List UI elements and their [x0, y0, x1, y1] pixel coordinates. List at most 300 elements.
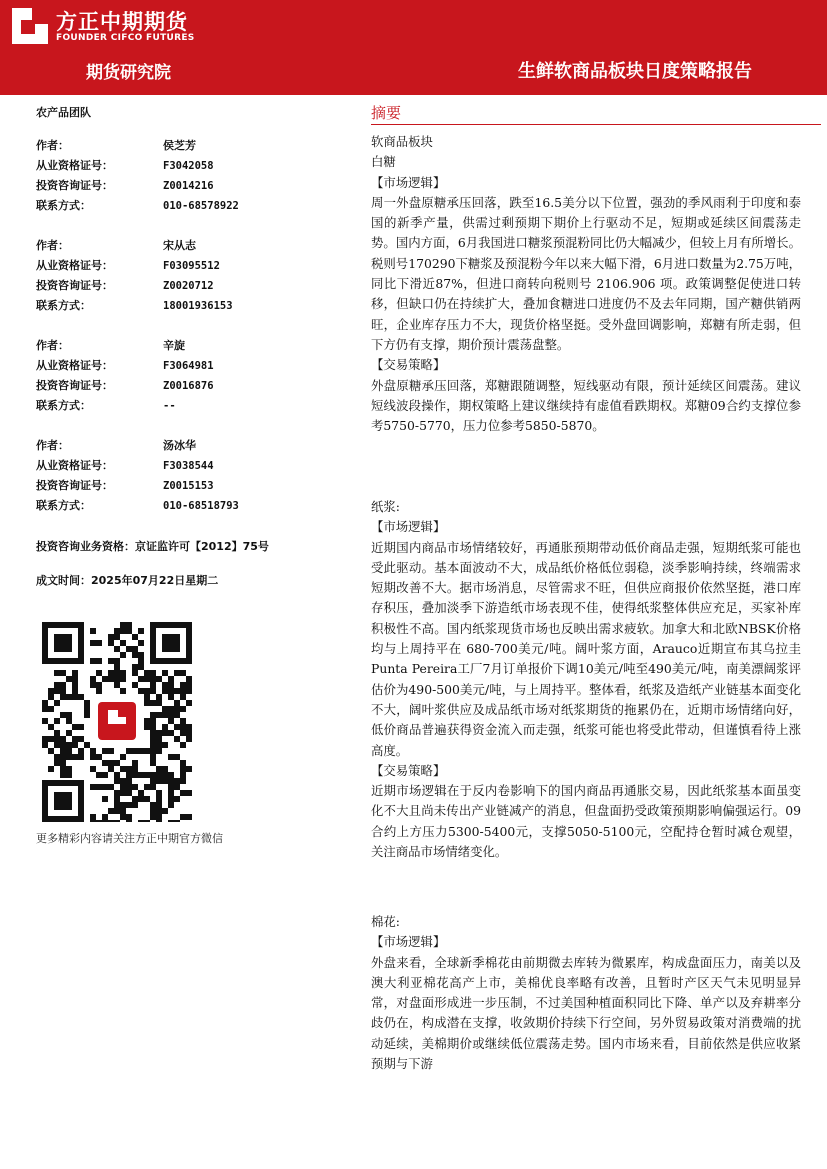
market-logic-text: 近期国内商品市场情绪较好，再通胀预期带动低价商品走强，短期纸浆可能也受此驱动。基本面波动不大，成品纸价格低位弱稳，淡季影响持续，终端需求短期改善不大。据市场消息，尽管需求不旺，但供应商报价依然坚挺，港口库存积压，叠加淡季下游造纸市场表现不佳，使得纸浆整体供应充足，买家补库积极性不高。国内纸浆现货市场也反映出需求疲软。加拿大和北欧NBSK价格均与上周持平在 680-700美元/吨。阔叶浆方面，Arauco近期宣布其乌拉圭Punta Pereira工厂7月订单报价下调10美元/吨至490美元/吨，南美漂阔浆评估价为490-500美元/吨，与上周持平。整体看，纸浆及造纸产业链基本面变化不大，阔叶浆供应及成品纸市场对纸浆期货的拖累仍在，近期市场情绪向好，低价商品普遍获得资金流入而走强，纸浆可能也将受此带动，但谨慎看待上涨高度。 [371, 539, 801, 758]
qr-module [54, 730, 60, 736]
sector-label: 软商品板块 [371, 134, 433, 149]
qr-module [132, 748, 138, 754]
qr-module [72, 754, 78, 760]
qr-module [174, 796, 180, 802]
qr-module [180, 760, 186, 766]
summary-divider [371, 124, 821, 125]
qr-module [186, 730, 192, 736]
qr-module [90, 748, 96, 754]
qr-module [150, 676, 156, 682]
qr-module [120, 688, 126, 694]
qr-module [66, 694, 72, 700]
qr-module [72, 676, 78, 682]
cotton-section [371, 912, 801, 1074]
qr-module [174, 700, 180, 706]
qr-module [96, 820, 102, 822]
qr-module [114, 796, 120, 802]
qr-module [156, 712, 162, 718]
qr-module [156, 814, 162, 820]
consult-number: Z0014216 [163, 180, 214, 192]
department-name: 期货研究院 [86, 63, 171, 83]
qr-module [90, 754, 96, 760]
qr-module [102, 772, 108, 778]
qr-module [144, 796, 150, 802]
qr-module [96, 688, 102, 694]
qr-module [168, 706, 174, 712]
qr-module [186, 682, 192, 688]
qr-module [96, 640, 102, 646]
qr-module [162, 712, 168, 718]
consult-number: Z0020712 [163, 280, 214, 292]
qr-module [156, 700, 162, 706]
qr-module [60, 670, 66, 676]
qr-module [150, 802, 156, 808]
qr-module [144, 724, 150, 730]
qr-module [180, 814, 186, 820]
qr-module [168, 730, 174, 736]
qr-module [60, 760, 66, 766]
qr-module [108, 658, 114, 664]
qr-module [132, 802, 138, 808]
qr-module [126, 790, 132, 796]
author-name: 宋从志 [163, 239, 196, 252]
qr-module [72, 742, 78, 748]
qr-module [48, 748, 54, 754]
founder-logo-icon [12, 8, 48, 44]
qr-module [168, 688, 174, 694]
qr-module [138, 790, 144, 796]
qr-module [96, 658, 102, 664]
qr-module [162, 742, 168, 748]
qr-module [120, 676, 126, 682]
qr-module [150, 724, 156, 730]
qr-module [150, 772, 156, 778]
qr-module [108, 760, 114, 766]
qr-module [102, 676, 108, 682]
qr-module [126, 622, 132, 628]
qr-module [168, 754, 174, 760]
qr-module [78, 694, 84, 700]
qr-module [144, 700, 150, 706]
qr-module [162, 724, 168, 730]
qr-module [90, 676, 96, 682]
qr-module [150, 730, 156, 736]
qr-module [66, 718, 72, 724]
qr-module [168, 790, 174, 796]
qr-module [126, 802, 132, 808]
qr-module [114, 802, 120, 808]
wechat-qr-code-icon [42, 622, 192, 822]
qr-module [66, 730, 72, 736]
qr-module [174, 754, 180, 760]
qr-module [126, 628, 132, 634]
qr-module [78, 736, 84, 742]
qr-module [156, 802, 162, 808]
qr-module [120, 808, 126, 814]
qr-module [102, 814, 108, 820]
company-name-cn: 方正中期期货 [56, 10, 188, 34]
qr-module [138, 676, 144, 682]
qr-module [48, 694, 54, 700]
qr-module [156, 796, 162, 802]
qr-module [168, 784, 174, 790]
qr-module [60, 766, 66, 772]
qr-module [168, 802, 174, 808]
summary-heading: 摘要 [371, 104, 402, 122]
qr-module [108, 820, 114, 822]
qr-module [96, 682, 102, 688]
qr-module [156, 676, 162, 682]
qr-module [96, 754, 102, 760]
qr-module [126, 748, 132, 754]
qr-module [186, 724, 192, 730]
qr-module [48, 724, 54, 730]
trading-strategy-text: 近期市场逻辑在于反内卷影响下的国内商品再通胀交易，因此纸浆基本面虽变化不大且尚未传出产业链减产的消息，但盘面扔受政策预期影响偏强运行。09合约上方压力5300-5400元，支撑5050-5100元，空配持仓暂时减仓观望，关注商品市场情绪变化。 [371, 783, 801, 860]
qr-module [168, 694, 174, 700]
qr-module [108, 676, 114, 682]
qr-module [132, 652, 138, 658]
cert-number: F3042058 [163, 160, 214, 172]
qr-module [114, 646, 120, 652]
qr-module [156, 766, 162, 772]
qr-module [180, 724, 186, 730]
qr-module [90, 766, 96, 772]
contact-phone: 010-68518793 [163, 500, 239, 512]
qr-module [156, 694, 162, 700]
qr-module [180, 778, 186, 784]
qr-module [132, 682, 138, 688]
qr-module [54, 688, 60, 694]
qr-module [120, 628, 126, 634]
qr-module [132, 670, 138, 676]
pulp-section [371, 497, 801, 862]
qr-module [48, 688, 54, 694]
qr-module [108, 670, 114, 676]
report-title: 生鲜软商品板块日度策略报告 [518, 61, 752, 82]
report-date: 成文时间：2025年07月22日星期二 [36, 574, 219, 587]
qr-module [180, 694, 186, 700]
qr-module [54, 742, 60, 748]
qr-module [186, 766, 192, 772]
qr-module [138, 658, 144, 664]
qr-module [90, 814, 96, 820]
qr-module [120, 652, 126, 658]
qr-module [60, 742, 66, 748]
qr-module [114, 670, 120, 676]
qr-module [60, 688, 66, 694]
qr-module [84, 700, 90, 706]
qr-module [54, 700, 60, 706]
qr-module [48, 736, 54, 742]
qr-module [90, 682, 96, 688]
qr-module [144, 694, 150, 700]
market-logic-text: 周一外盘原糖承压回落，跌至16.5美分以下位置，强劲的季风雨利于印度和泰国的新季产量，供需过剩预期下期价上行驱动不足，短期或延续区间震荡走势。国内方面，6月我国进口糖浆预混粉同比仍大幅减少，但较上月有所增长。税则号170290下糖浆及预混粉今年以来大幅下滑，6月进口数量为2.75万吨，同比下滑近87%，但进口商转向税则号 2106.906 项。政策调整促使进口转移，但缺口仍在持续扩大，叠加食糖进口进度仍不及去年同期，国产糖供销两旺，企业库存压力不大，现货价格坚挺。受外盘回调影响，郑糖有所走弱，但下方仍有支撑，期价预计震荡盘整。 [371, 194, 801, 352]
trading-strategy-text: 外盘原糖承压回落，郑糖跟随调整，短线驱动有限，预计延续区间震荡。建议短线波段操作，期权策略上建议继续持有虚值看跌期权。郑糖09合约支撑位参考5750-5770，压力位参考5850-5870。 [371, 377, 801, 434]
qr-module [156, 772, 162, 778]
qr-module [150, 736, 156, 742]
qr-module [102, 784, 108, 790]
qr-module [150, 814, 156, 820]
qr-module [144, 718, 150, 724]
qr-module [132, 766, 138, 772]
market-logic-label: 【市场逻辑】 [371, 174, 446, 190]
qr-module [72, 694, 78, 700]
qr-module [120, 814, 126, 820]
qr-module [48, 706, 54, 712]
qr-module [120, 754, 126, 760]
qr-module [120, 640, 126, 646]
qr-module [150, 778, 156, 784]
qr-module [60, 694, 66, 700]
qr-module [114, 790, 120, 796]
sugar-section [371, 132, 801, 436]
qr-module [150, 688, 156, 694]
qr-module [186, 736, 192, 742]
qr-module [180, 682, 186, 688]
qr-module [102, 760, 108, 766]
qr-module [144, 748, 150, 754]
trading-strategy-label: 【交易策略】 [371, 357, 446, 373]
qr-module [150, 670, 156, 676]
qr-module [126, 784, 132, 790]
consult-number: Z0016876 [163, 380, 214, 392]
qr-module [60, 772, 66, 778]
qr-module [42, 706, 48, 712]
qr-module [132, 796, 138, 802]
qr-module [168, 772, 174, 778]
qr-module [126, 766, 132, 772]
qr-module [126, 646, 132, 652]
qr-module [66, 742, 72, 748]
qr-module [186, 814, 192, 820]
qr-module [162, 778, 168, 784]
qr-module [168, 778, 174, 784]
consult-number: Z0015153 [163, 480, 214, 492]
qr-module [156, 778, 162, 784]
qr-module [144, 676, 150, 682]
qr-module [168, 718, 174, 724]
qr-module [60, 748, 66, 754]
qualification-text: 投资咨询业务资格：京证监许可【2012】75号 [36, 540, 269, 553]
qr-module [54, 760, 60, 766]
qr-module [96, 670, 102, 676]
qr-module [78, 724, 84, 730]
qr-module [162, 772, 168, 778]
qr-module [132, 664, 138, 670]
commodity-name: 棉花: [371, 914, 400, 929]
qr-module [108, 634, 114, 640]
qr-module [114, 820, 120, 822]
qr-module [126, 820, 132, 822]
qr-module [132, 784, 138, 790]
qr-module [168, 712, 174, 718]
qr-module [126, 814, 132, 820]
qr-module [156, 790, 162, 796]
qr-module [144, 772, 150, 778]
market-logic-text: 外盘来看，全球新季棉花由前期微去库转为微累库，构成盘面压力，南美以及澳大利亚棉花高产上市，美棉优良率略有改善，且暂时产区天气未见明显异常，对盘面形成进一步压制，不过美国种植面积同比下降、单产以及弃耕率分歧仍在，构成潜在支撑，收敛期价持续下行空间，另外贸易政策对消费端的扰动延续，美棉期价或继续低位震荡走势。国内市场来看，目前依然是供应收紧预期与下游 [371, 954, 801, 1072]
market-logic-label: 【市场逻辑】 [371, 519, 446, 535]
qr-module [156, 808, 162, 814]
report-header [0, 0, 827, 95]
contact-phone: -- [163, 400, 176, 412]
qr-module [150, 718, 156, 724]
qr-module [180, 790, 186, 796]
qr-module [42, 718, 48, 724]
qr-module [60, 682, 66, 688]
qr-module [84, 712, 90, 718]
cert-number: F3064981 [163, 360, 214, 372]
qr-module [108, 640, 114, 646]
qr-module [150, 784, 156, 790]
qr-module [162, 682, 168, 688]
qr-module [66, 712, 72, 718]
qr-module [174, 724, 180, 730]
qr-module [156, 748, 162, 754]
qr-module [102, 748, 108, 754]
qr-module [150, 754, 156, 760]
qr-module [72, 682, 78, 688]
qr-module [150, 682, 156, 688]
qr-module [156, 742, 162, 748]
qr-module [114, 760, 120, 766]
qr-module [168, 820, 174, 822]
qr-module [144, 688, 150, 694]
qr-module [102, 796, 108, 802]
qr-module [108, 748, 114, 754]
qr-module [114, 658, 120, 664]
qr-module [138, 772, 144, 778]
qr-caption: 更多精彩内容请关注方正中期官方微信 [36, 832, 223, 845]
qr-module [186, 676, 192, 682]
qr-module [114, 676, 120, 682]
qr-module [78, 754, 84, 760]
qr-module [144, 670, 150, 676]
qr-module [90, 820, 96, 822]
qr-module [114, 772, 120, 778]
qr-module [180, 742, 186, 748]
qr-module [54, 718, 60, 724]
commodity-name: 白糖 [371, 154, 396, 170]
qr-module [114, 808, 120, 814]
qr-module [42, 742, 48, 748]
qr-module [162, 730, 168, 736]
qr-module [42, 700, 48, 706]
qr-module [132, 772, 138, 778]
qr-module [144, 784, 150, 790]
qr-module [120, 670, 126, 676]
qr-module [138, 796, 144, 802]
qr-module [66, 766, 72, 772]
qr-module [126, 778, 132, 784]
qr-module [90, 640, 96, 646]
qr-module [138, 628, 144, 634]
qr-module [114, 778, 120, 784]
qr-module [114, 634, 120, 640]
qr-module [138, 748, 144, 754]
author-name: 汤冰华 [163, 439, 196, 452]
qr-module [162, 808, 168, 814]
qr-module [180, 772, 186, 778]
qr-module [66, 754, 72, 760]
team-name: 农产品团队 [36, 106, 91, 119]
qr-module [72, 736, 78, 742]
qr-module [174, 712, 180, 718]
market-logic-label: 【市场逻辑】 [371, 934, 446, 950]
qr-module [120, 802, 126, 808]
qr-module [108, 784, 114, 790]
qr-module [96, 784, 102, 790]
qr-module [120, 790, 126, 796]
qr-module [78, 748, 84, 754]
qr-module [186, 790, 192, 796]
trading-strategy-label: 【交易策略】 [371, 762, 446, 778]
qr-module [156, 820, 162, 822]
qr-module [90, 658, 96, 664]
cert-number: F3038544 [163, 460, 214, 472]
qr-module [126, 772, 132, 778]
qr-module [180, 766, 186, 772]
qr-module [54, 754, 60, 760]
qr-module [174, 820, 180, 822]
qr-module [48, 766, 54, 772]
qr-module [174, 736, 180, 742]
qr-module [174, 778, 180, 784]
qr-module [168, 796, 174, 802]
qr-module [180, 688, 186, 694]
qr-module [162, 766, 168, 772]
qr-module [66, 772, 72, 778]
qr-module [132, 760, 138, 766]
qr-module [120, 778, 126, 784]
qr-module [84, 742, 90, 748]
qr-module [174, 670, 180, 676]
qr-module [102, 820, 108, 822]
qr-module [120, 784, 126, 790]
contact-phone: 010-68578922 [163, 200, 239, 212]
qr-module [186, 700, 192, 706]
qr-module [138, 664, 144, 670]
qr-module [120, 622, 126, 628]
qr-module [54, 670, 60, 676]
qr-module [156, 730, 162, 736]
qr-module [150, 742, 156, 748]
qr-module [150, 700, 156, 706]
company-name-en: FOUNDER CIFCO FUTURES [56, 33, 195, 43]
qr-module [138, 688, 144, 694]
qr-module [162, 670, 168, 676]
qr-module [42, 736, 48, 742]
qr-module [138, 652, 144, 658]
qr-module [150, 712, 156, 718]
qr-module [180, 730, 186, 736]
qr-module [144, 820, 150, 822]
qr-module [150, 748, 156, 754]
qr-module [66, 748, 72, 754]
qr-module [114, 682, 120, 688]
commodity-name: 纸浆: [371, 499, 400, 514]
qr-module [54, 736, 60, 742]
qr-module [114, 664, 120, 670]
qr-module [132, 634, 138, 640]
qr-module [180, 706, 186, 712]
qr-module [72, 688, 78, 694]
qr-module [54, 682, 60, 688]
qr-module [60, 712, 66, 718]
qr-module [156, 736, 162, 742]
qr-module [180, 718, 186, 724]
qr-module [180, 670, 186, 676]
qr-module [138, 820, 144, 822]
